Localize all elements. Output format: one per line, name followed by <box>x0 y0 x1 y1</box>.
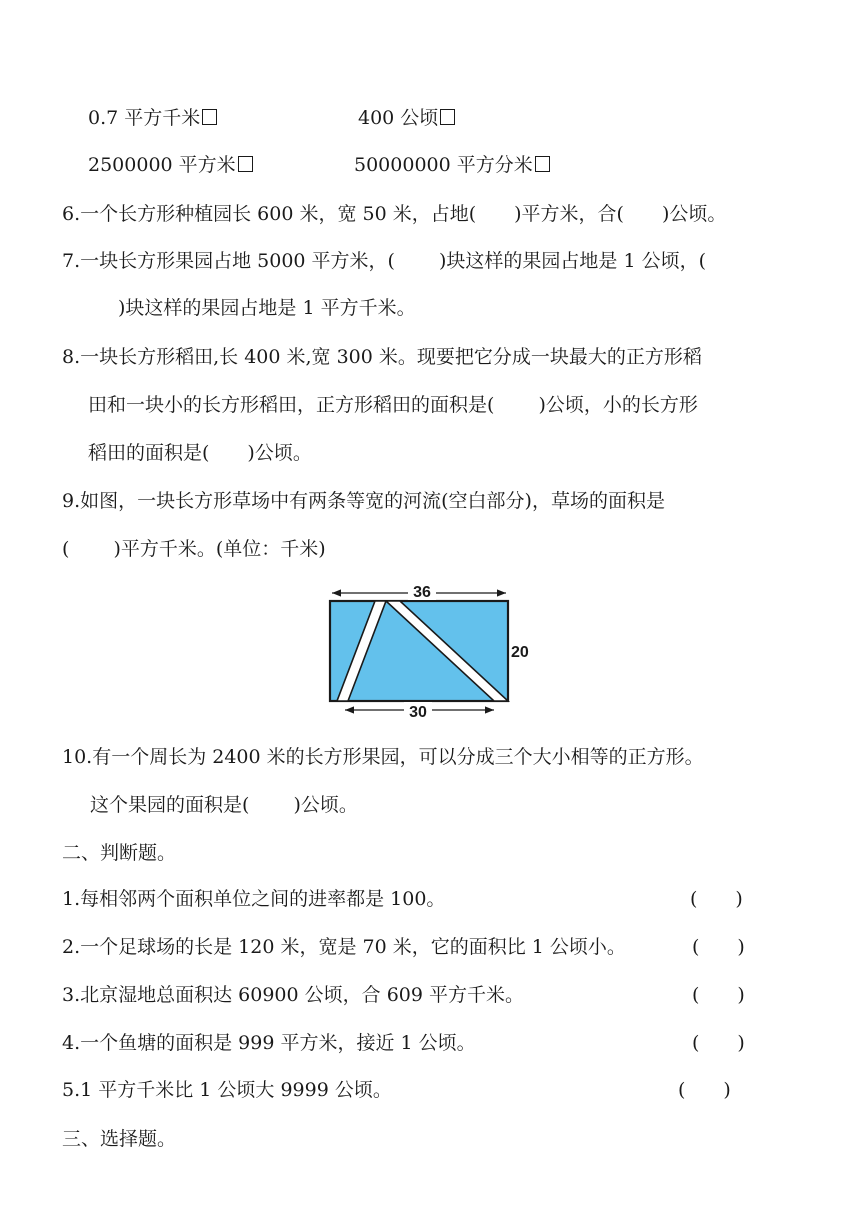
judge-item-5: 5.1 平方千米比 1 公顷大 9999 公顷。 <box>62 1079 392 1101</box>
option-c <box>88 151 253 179</box>
judge-heading: 二、判断题。 <box>62 842 177 864</box>
question-9-line-2: ( )平方千米。(单位：千米) <box>62 538 326 560</box>
judge-item-3: 3.北京湿地总面积达 60900 公顷，合 609 平方千米。 <box>62 984 524 1006</box>
answer-checkbox-a[interactable] <box>202 109 217 125</box>
option-a-text: 0.7 平方千米 <box>88 107 201 129</box>
question-6: 6.一个长方形种植园长 600 米，宽 50 米，占地( )平方米，合( )公顷。 <box>62 203 727 225</box>
option-d-text: 50000000 平方分米 <box>354 154 533 176</box>
question-8-line-1: 8.一块长方形稻田,长 400 米,宽 300 米。现要把它分成一块最大的正方形稻 <box>62 346 702 368</box>
judge-answer-2[interactable]: ( ) <box>692 936 745 958</box>
judge-answer-1[interactable]: ( ) <box>690 888 743 910</box>
right-dimension-label: 20 <box>511 644 529 661</box>
option-b <box>358 104 455 132</box>
answer-checkbox-b[interactable] <box>440 109 455 125</box>
option-a <box>88 104 217 132</box>
judge-answer-5[interactable]: ( ) <box>678 1079 731 1101</box>
question-9-line-1: 9.如图，一块长方形草场中有两条等宽的河流(空白部分)，草场的面积是 <box>62 490 665 512</box>
grassland-figure <box>318 577 534 723</box>
top-dimension-label: 36 <box>413 584 431 601</box>
judge-answer-3[interactable]: ( ) <box>692 984 745 1006</box>
answer-checkbox-d[interactable] <box>535 156 550 172</box>
question-10-line-2: 这个果园的面积是( )公顷。 <box>90 794 358 816</box>
question-10-line-1: 10.有一个周长为 2400 米的长方形果园，可以分成三个大小相等的正方形。 <box>62 746 704 768</box>
answer-checkbox-c[interactable] <box>238 156 253 172</box>
question-7-line-1: 7.一块长方形果园占地 5000 平方米，( )块这样的果园占地是 1 公顷，( <box>62 250 707 272</box>
bottom-dimension-label: 30 <box>409 704 427 721</box>
judge-item-2: 2.一个足球场的长是 120 米，宽是 70 米，它的面积比 1 公顷小。 <box>62 936 626 958</box>
option-c-text: 2500000 平方米 <box>88 154 236 176</box>
question-8-line-3: 稻田的面积是( )公顷。 <box>88 442 312 464</box>
option-b-text: 400 公顷 <box>358 107 439 129</box>
choice-heading: 三、选择题。 <box>62 1128 177 1150</box>
judge-item-1: 1.每相邻两个面积单位之间的进率都是 100。 <box>62 888 446 910</box>
question-7-line-2: )块这样的果园占地是 1 平方千米。 <box>118 297 416 319</box>
judge-answer-4[interactable]: ( ) <box>692 1032 745 1054</box>
option-d <box>354 151 550 179</box>
judge-item-4: 4.一个鱼塘的面积是 999 平方米，接近 1 公顷。 <box>62 1032 476 1054</box>
question-8-line-2: 田和一块小的长方形稻田，正方形稻田的面积是( )公顷，小的长方形 <box>88 394 698 416</box>
